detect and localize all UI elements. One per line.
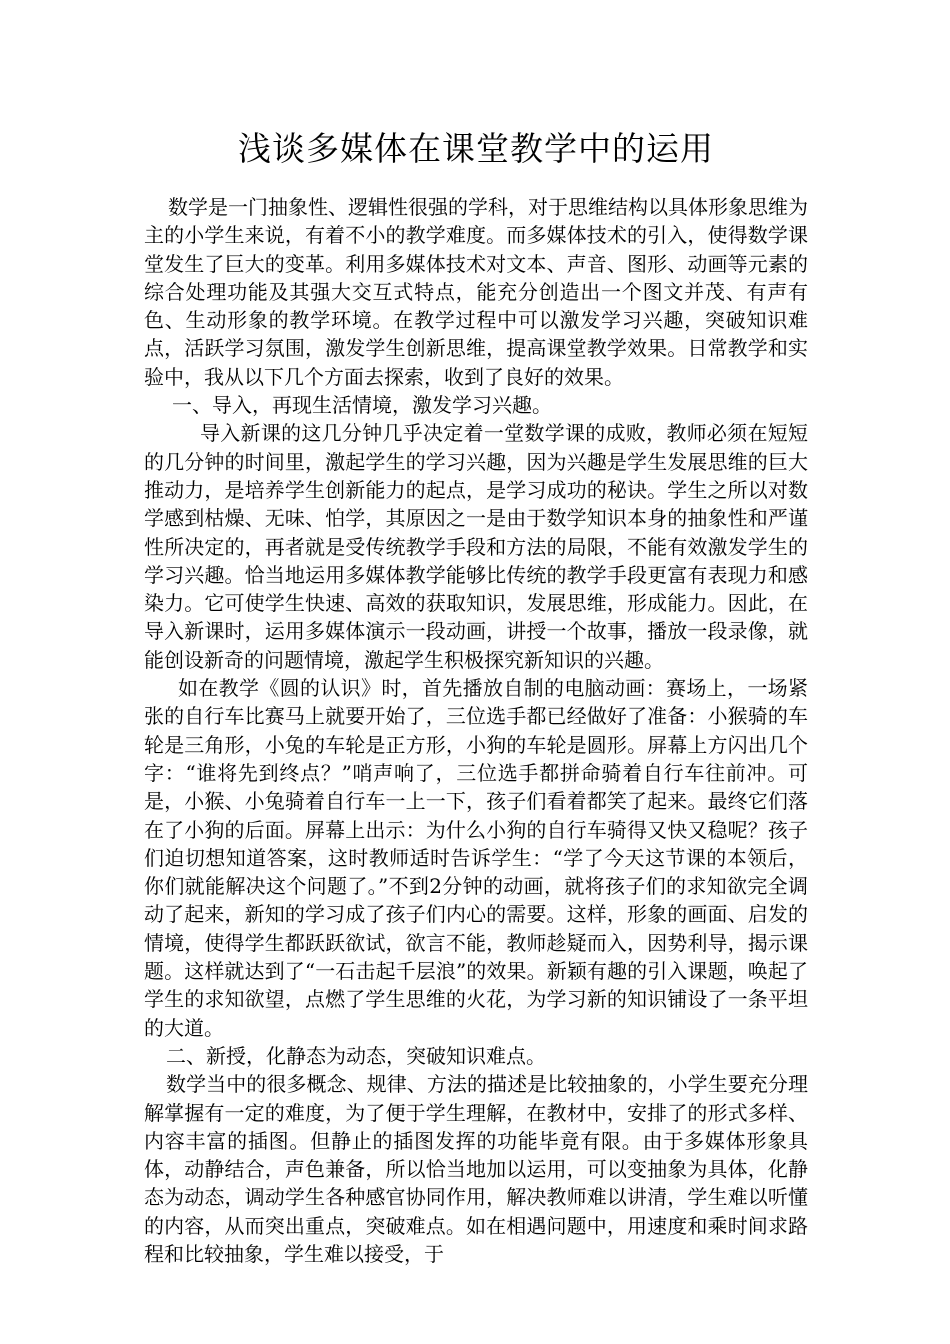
paragraph-section-1-a: 导入新课的这几分钟几乎决定着一堂数学课的成败，教师必须在短短的几分钟的时间里，激起学生的学习兴趣，因为兴趣是学生发展思维的巨大推动力，是培养学生创新能力的起点，是学习成功的秘诀。学生之所以对数学感到枯燥、无味、怕学，其原因之一是由于数学知识本身的抽象性和严谨性所决定的，再者就是受传统教学手段和方法的局限，不能有效激发学生的学习兴趣。恰当地运用多媒体教学能够比传统的教学手段更富有表现力和感染力。它可使学生快速、高效的获取知识，发展思维，形成能力。因此，在导入新课时，运用多媒体演示一段动画，讲授一个故事，播放一段录像，就能创设新奇的问题情境，激起学生积极探究新知识的兴趣。 [144,421,808,672]
paragraph-intro: 数学是一门抽象性、逻辑性很强的学科，对于思维结构以具体形象思维为主的小学生来说，有着不小的教学难度。而多媒体技术的引入，使得数学课堂发生了巨大的变革。利用多媒体技术对文本、声音、图形、动画等元素的综合处理功能及其强大交互式特点，能充分创造出一个图文并茂、有声有色、生动形象的教学环境。在教学过程中可以激发学习兴趣，突破知识难点，活跃学习氛围，激发学生创新思维，提高课堂教学效果。日常教学和实验中，我从以下几个方面去探索，收到了良好的效果。 [144,195,808,389]
document-page [144,0,808,1344]
section-heading-2: 二、新授，化静态为动态，突破知识难点。 [166,1043,546,1068]
paragraph-section-2-a: 数学当中的很多概念、规律、方法的描述是比较抽象的，小学生要充分理解掌握有一定的难度，为了便于学生理解，在教材中，安排了的形式多样、内容丰富的插图。但静止的插图发挥的功能毕竟有限。由于多媒体形象具体，动静结合，声色兼备，所以恰当地加以运用，可以变抽象为具体，化静态为动态，调动学生各种感官协同作用，解决教师难以讲清，学生难以听懂的内容，从而突出重点，突破难点。如在相遇问题中，用速度和乘时间求路程和比较抽象，学生难以接受，于 [144,1072,808,1266]
section-heading-1: 一、导入，再现生活情境，激发学习兴趣。 [172,393,552,418]
document-body [144,193,808,1268]
document-title: 浅谈多媒体在课堂教学中的运用 [238,129,714,168]
paragraph-section-1-b: 如在教学《圆的认识》时，首先播放自制的电脑动画：赛场上，一场紧张的自行车比赛马上就要开始了，三位选手都已经做好了准备：小猴骑的车轮是三角形，小兔的车轮是正方形，小狗的车轮是圆形。屏幕上方闪出几个字：“谁将先到终点？”哨声响了，三位选手都拼命骑着自行车往前冲。可是，小猴、小兔骑着自行车一上一下，孩子们看着都笑了起来。最终它们落在了小狗的后面。屏幕上出示：为什么小狗的自行车骑得又快又稳呢？孩子们迫切想知道答案，这时教师适时告诉学生：“学了今天这节课的本领后，你们就能解决这个问题了。”不到2分钟的动画，就将孩子们的求知欲完全调动了起来，新知的学习成了孩子们内心的需要。这样，形象的画面、启发的情境，使得学生都跃跃欲试，欲言不能，教师趁疑而入，因势利导，揭示课题。这样就达到了“一石击起千层浪”的效果。新颖有趣的引入课题，唤起了学生的求知欲望，点燃了学生思维的火花，为学习新的知识铺设了一条平坦的大道。 [144,676,808,1040]
